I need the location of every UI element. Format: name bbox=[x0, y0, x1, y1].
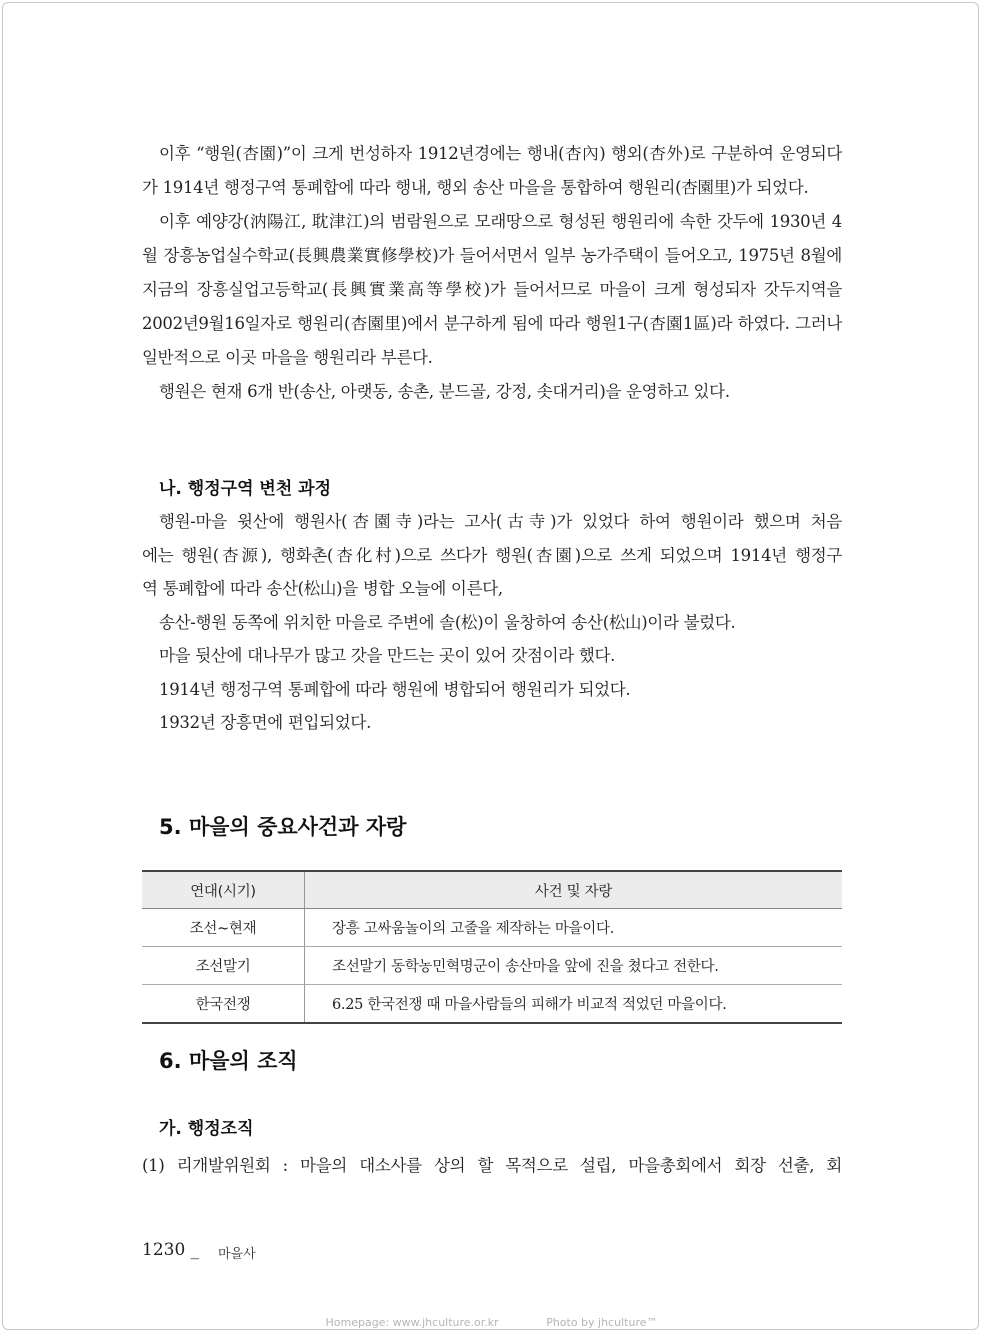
section-na-line: 에는 행원(杏源), 행화촌(杏化村)으로 쓰다가 행원(杏園)으로 쓰게 되었으며 1914년 행정구 bbox=[142, 545, 842, 565]
table-cell-era: 조선~현재 bbox=[142, 909, 305, 947]
events-table bbox=[142, 870, 842, 1024]
section-na-heading: 나. 행정구역 변천 과정 bbox=[159, 479, 332, 499]
section-6-body bbox=[142, 1149, 842, 1183]
credits-bar bbox=[0, 1316, 983, 1329]
table-header-row bbox=[142, 871, 842, 909]
section-6-title: 6. 마을의 조직 bbox=[159, 1049, 298, 1073]
table-cell-event: 6.25 한국전쟁 때 마을사람들의 피해가 비교적 적었던 마을이다. bbox=[305, 985, 843, 1024]
intro-text bbox=[142, 137, 842, 409]
section-na-body bbox=[142, 505, 842, 740]
section-na-line: 송산-행원 동쪽에 위치한 마을로 주변에 솔(松)이 울창하여 송산(松山)이라 불렀다. bbox=[159, 612, 736, 632]
section-na-line: 행원-마을 윗산에 행원사(杏園寺)라는 고사(古寺)가 있었다 하여 행원이라 했으며 처음 bbox=[159, 512, 842, 531]
page-number: 1230 _ bbox=[142, 1240, 200, 1260]
table-header-event: 사건 및 자랑 bbox=[305, 871, 843, 909]
homepage-credit: Homepage: www.jhculture.or.kr bbox=[325, 1316, 499, 1329]
table-row bbox=[142, 909, 842, 947]
section-na-line: 1932년 장흥면에 편입되었다. bbox=[159, 713, 372, 732]
paragraph-3: 행원은 현재 6개 반(송산, 아랫동, 송촌, 분드골, 강정, 솟대거리)을 운영하고 있다. bbox=[159, 382, 730, 401]
table-header-era: 연대(시기) bbox=[142, 871, 305, 909]
table-cell-era: 한국전쟁 bbox=[142, 985, 305, 1024]
table-cell-event: 조선말기 동학농민혁명군이 송산마을 앞에 진을 쳤다고 전한다. bbox=[305, 947, 843, 985]
section-6-subheading: 가. 행정조직 bbox=[159, 1119, 254, 1139]
table-cell-event: 장흥 고싸움놀이의 고줄을 제작하는 마을이다. bbox=[305, 909, 843, 947]
table-cell-era: 조선말기 bbox=[142, 947, 305, 985]
section-6-line: (1) 리개발위원회 : 마을의 대소사를 상의 할 목적으로 설립, 마을총회에서 회장 선출, 회 bbox=[142, 1156, 842, 1175]
section-5-title: 5. 마을의 중요사건과 자랑 bbox=[159, 815, 407, 839]
section-na-line: 1914년 행정구역 통폐합에 따라 행원에 병합되어 행원리가 되었다. bbox=[159, 679, 631, 699]
paragraph-2: 이후 예양강(汭陽江, 耽津江)의 범람원으로 모래땅으로 형성된 행원리에 속한 갓두에 1930년 4월 장흥농업실수학교(長興農業實修學校)가 들어서면서 일부 농가주택이 들어오고, 1975년 8월에 지금의 장흥실업고등학교(長興實業高等學校)가 들어서므로 마을이 크게 형성되자 갓두지역을 2002년9월16일자로 행원리(杏園里)에서 분구하게 됨에 따라 행원1구(杏園1區)라 하였다. 그러나 일반적으로 이곳 마을을 행원리라 부른다. bbox=[142, 212, 842, 367]
table-row bbox=[142, 985, 842, 1024]
table-row bbox=[142, 947, 842, 985]
photo-credit: Photo by jhculture™ bbox=[546, 1316, 658, 1329]
section-na-line: 역 통폐합에 따라 송산(松山)을 병합 오늘에 이른다, bbox=[142, 579, 503, 598]
footer-label: 마을사 bbox=[218, 1247, 256, 1262]
section-na-line: 마을 뒷산에 대나무가 많고 갓을 만드는 곳이 있어 갓점이라 했다. bbox=[159, 646, 616, 665]
paragraph-1: 이후 “행원(杏園)”이 크게 번성하자 1912년경에는 행내(杏內) 행외(杏外)로 구분하여 운영되다가 1914년 행정구역 통폐합에 따라 행내, 행외 송산 마을을 통합하여 행원리(杏園里)가 되었다. bbox=[142, 144, 842, 197]
